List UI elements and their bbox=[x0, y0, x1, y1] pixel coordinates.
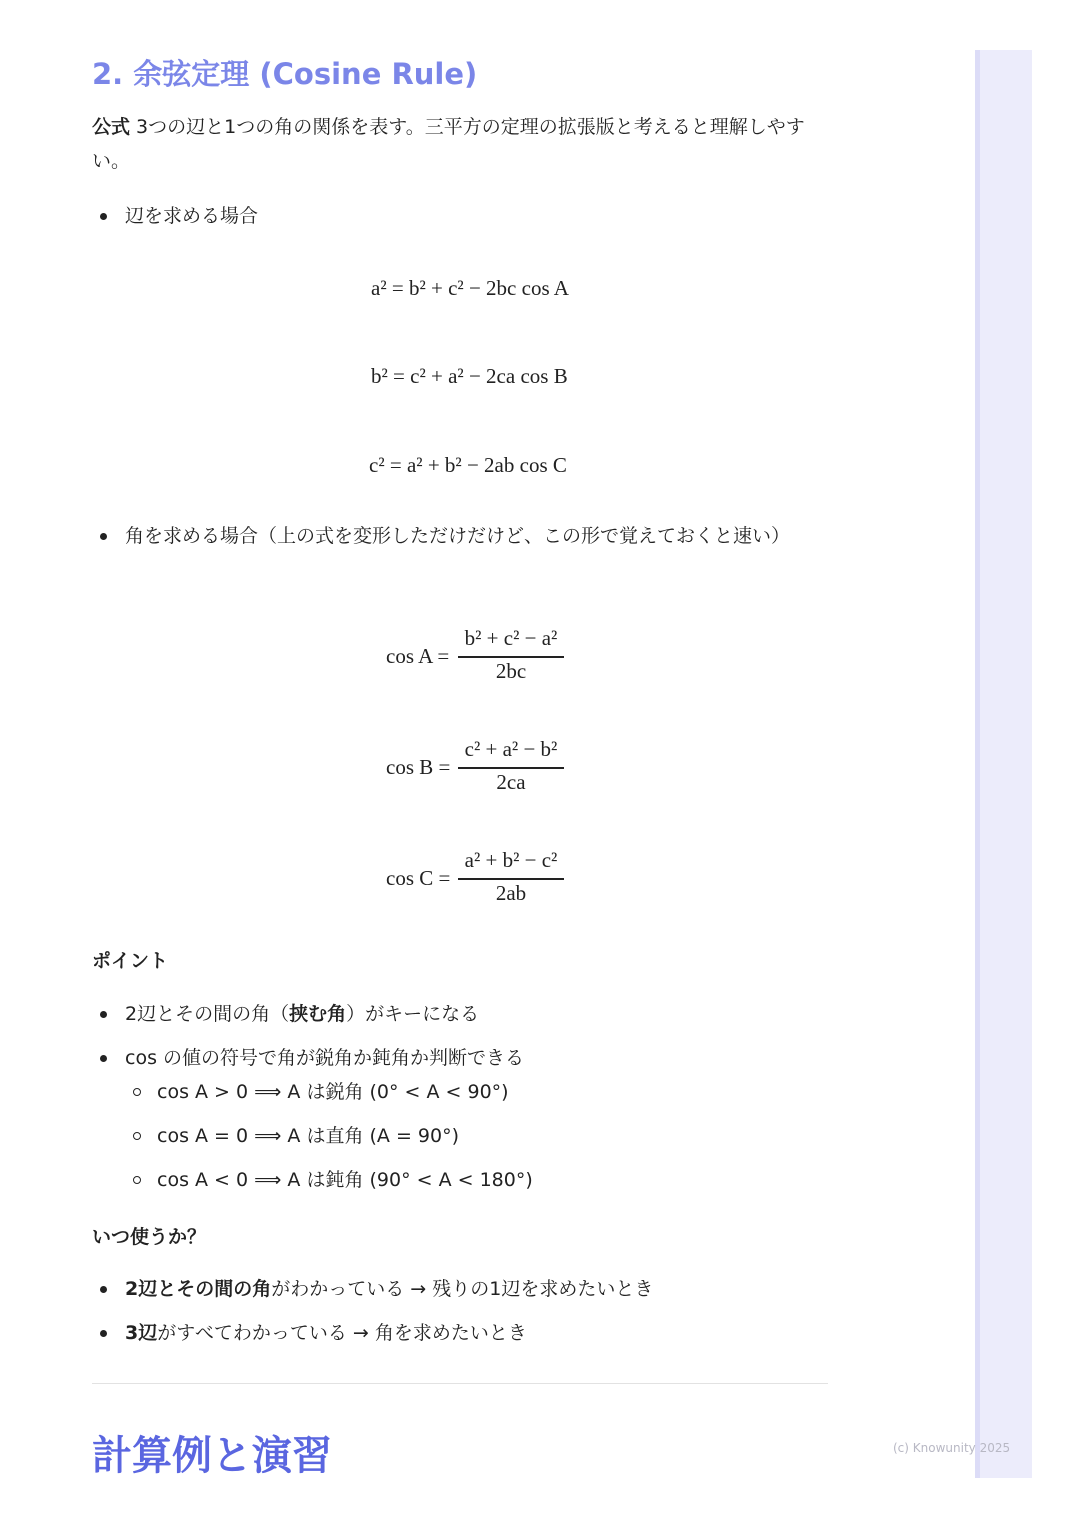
fraction-bar bbox=[458, 656, 564, 658]
equation-b: b² = c² + a² − 2ca cos B bbox=[371, 364, 568, 388]
fraction-numerator: c² + a² − b² bbox=[464, 737, 558, 761]
fraction-lhs: cos B = bbox=[386, 755, 451, 779]
subitem-right-text: cos A = 0 ⟹ A は直角 (A = 90°) bbox=[157, 1125, 459, 1147]
equation-a: a² = b² + c² − 2bc cos A bbox=[371, 276, 569, 300]
equation-c: c² = a² + b² − 2ab cos C bbox=[369, 453, 567, 477]
sub-bullet-circle bbox=[133, 1176, 141, 1184]
when-2-rest: がすべてわかっている → 角を求めたいとき bbox=[157, 1322, 527, 1344]
intro-bold: 公式 bbox=[92, 116, 131, 138]
bullet-dot bbox=[100, 1330, 107, 1337]
when-1-bold: 2辺とその間の角 bbox=[125, 1278, 272, 1300]
bullet-key-text bbox=[125, 998, 835, 1031]
points-heading: ポイント bbox=[92, 950, 169, 972]
bullet-dot bbox=[100, 1055, 107, 1062]
bullet-sides-label: 辺を求める場合 bbox=[125, 205, 259, 227]
side-panel-stripe bbox=[975, 50, 980, 1478]
bullet-sign-text: cos の値の符号で角が鋭角か鈍角か判断できる bbox=[125, 1047, 525, 1069]
section-heading: 2. 余弦定理 (Cosine Rule) bbox=[92, 57, 478, 91]
fraction-lhs: cos C = bbox=[386, 866, 451, 890]
key-pre: 2辺とその間の角（ bbox=[125, 1003, 290, 1025]
subitem-obtuse-text: cos A < 0 ⟹ A は鈍角 (90° < A < 180°) bbox=[157, 1169, 533, 1191]
fraction-numerator: b² + c² − a² bbox=[464, 626, 558, 650]
when-1-rest: がわかっている → 残りの1辺を求めたいとき bbox=[271, 1278, 654, 1300]
fraction-bar bbox=[458, 878, 564, 880]
bullet-dot bbox=[100, 213, 107, 220]
fraction-denominator: 2ab bbox=[495, 881, 527, 905]
when-1-text bbox=[125, 1273, 835, 1306]
sub-bullet-circle bbox=[133, 1132, 141, 1140]
fraction-bar bbox=[458, 767, 564, 769]
when-heading: いつ使うか？ bbox=[92, 1226, 207, 1248]
intro-paragraph bbox=[92, 110, 832, 178]
when-2-bold: 3辺 bbox=[125, 1322, 158, 1344]
bullet-angles-label: 角を求める場合（上の式を変形しただけだけど、この形で覚えておくと速い） bbox=[125, 525, 791, 547]
fraction-lhs: cos A = bbox=[386, 644, 450, 668]
intro-text: 3つの辺と1つの角の関係を表す。三平方の定理の拡張版と考えると理解しやすい。 bbox=[92, 116, 805, 172]
side-panel bbox=[975, 50, 1032, 1478]
copyright-text: (c) Knowunity 2025 bbox=[893, 1441, 1011, 1455]
next-section-heading: 計算例と演習 bbox=[92, 1433, 332, 1479]
fraction-denominator: 2ca bbox=[496, 770, 526, 794]
subitem-acute-text: cos A > 0 ⟹ A は鋭角 (0° < A < 90°) bbox=[157, 1081, 509, 1103]
bullet-dot bbox=[100, 533, 107, 540]
key-post: ）がキーになる bbox=[346, 1003, 480, 1025]
section-divider bbox=[92, 1383, 828, 1384]
bullet-dot bbox=[100, 1011, 107, 1018]
bullet-dot bbox=[100, 1286, 107, 1293]
fraction-numerator: a² + b² − c² bbox=[464, 848, 558, 872]
sub-bullet-circle bbox=[133, 1088, 141, 1096]
key-bold: 挟む角 bbox=[289, 1003, 347, 1025]
when-2-text bbox=[125, 1317, 835, 1350]
fraction-denominator: 2bc bbox=[495, 659, 527, 683]
